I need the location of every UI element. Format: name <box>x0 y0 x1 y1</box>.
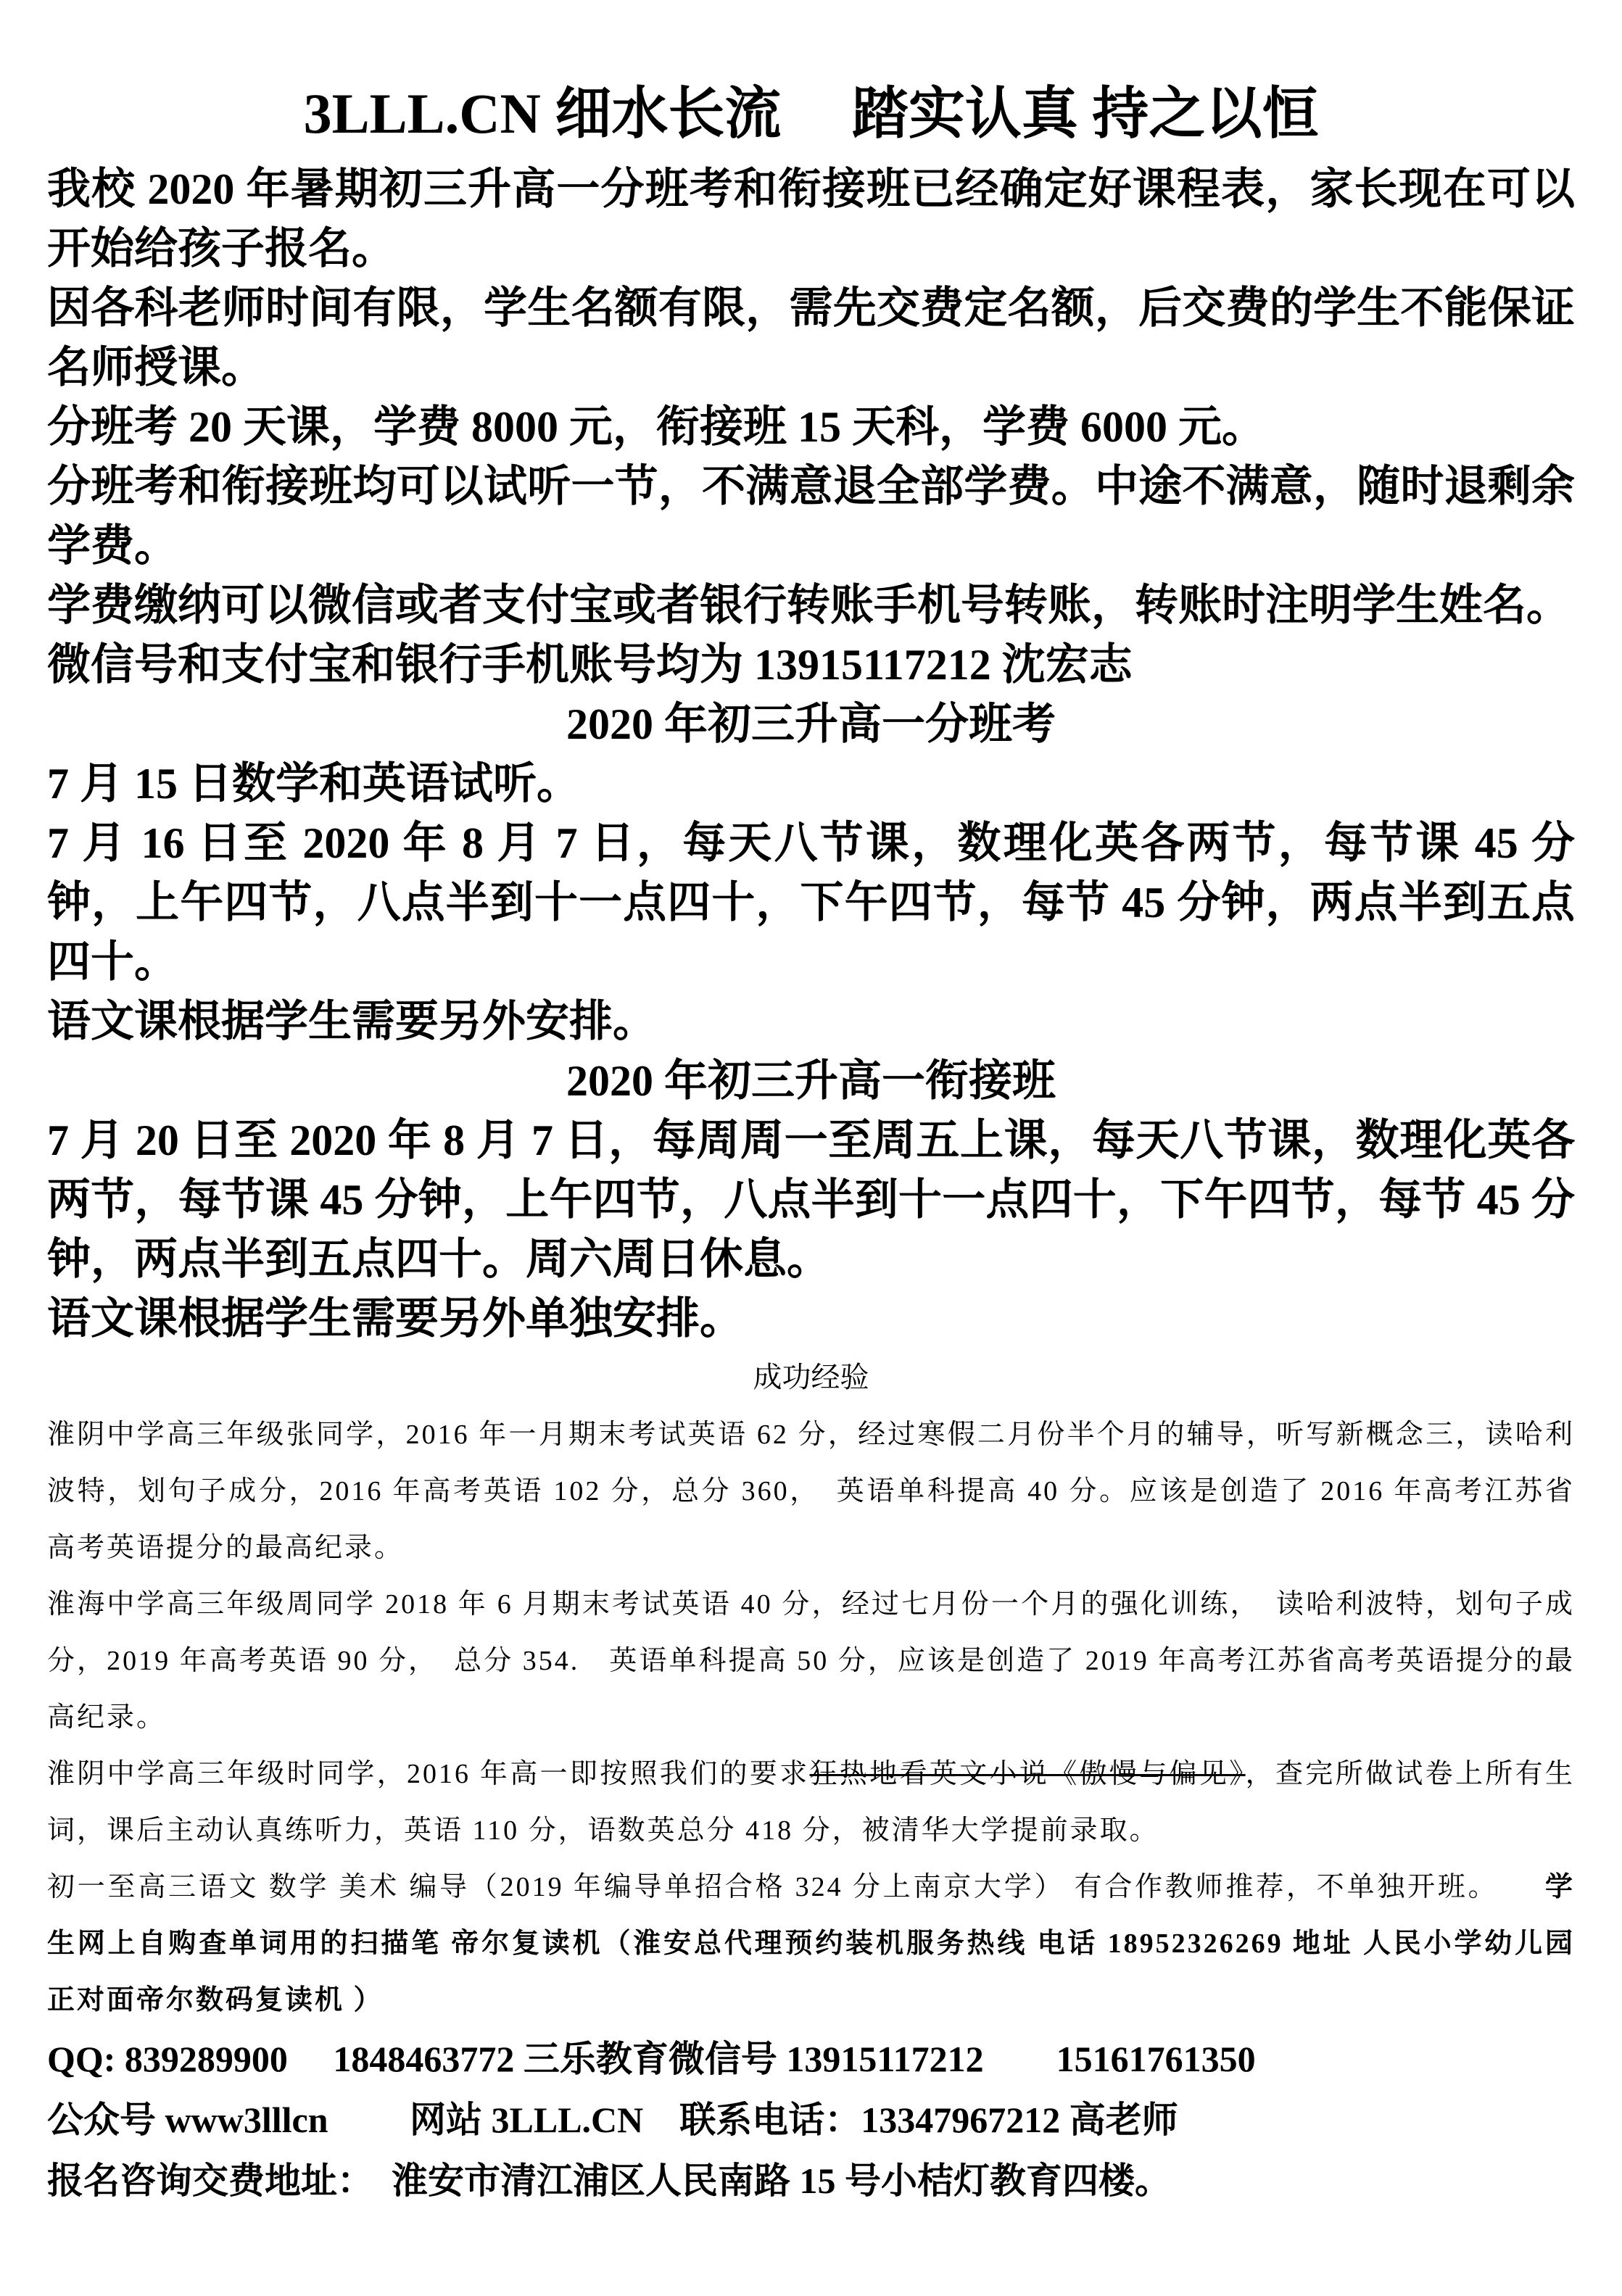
other-courses-bold-text: 学生网上自购查单词用的扫描笔 帝尔复读机（淮安总代理预约装机服务热线 电话 18952326269 地址 人民小学幼儿园正对面帝尔数码复读机 ） <box>47 1871 1575 2015</box>
contact-section <box>47 2028 1575 2211</box>
heading-success-stories: 成功经验 <box>753 1360 869 1393</box>
success-story-1: 淮阴中学高三年级张同学，2016 年一月期末考试英语 62 分，经过寒假二月份半个月的辅导，听写新概念三，读哈利波特，划句子成分，2016 年高考英语 102 分，总分 360， 英语单科提高 40 分。应该是创造了 2016 年高考江苏省高考英语提分的最高纪录。 <box>47 1419 1575 1563</box>
story-3-text-after: ，查完所做试卷上所有生词，课后主动认真练听力，英语 110 分，语数英总分 418 分，被清华大学提前录取。 <box>47 1758 1575 1846</box>
page-title: 3LLL.CN 细水长流 踏实认真 持之以恒 <box>303 82 1319 145</box>
heading-placement-exam: 2020 年初三升高一分班考 <box>566 700 1056 748</box>
paragraph-refund-policy: 分班考和衔接班均可以试听一节，不满意退全部学费。中途不满意，随时退剩余学费。 <box>47 462 1575 570</box>
bridge-class-section <box>47 1051 1575 1348</box>
story-3-text-before: 淮阴中学高三年级时同学，2016 年高一即按照我们的要求 <box>47 1758 810 1789</box>
paragraph-quota-limit: 因各科老师时间有限，学生名额有限，需先交费定名额，后交费的学生不能保证名师授课。 <box>47 283 1575 391</box>
paragraph-exam-schedule: 7 月 16 日至 2020 年 8 月 7 日，每天八节课，数理化英各两节，每节课 45 分钟，上午四节，八点半到十一点四十，下午四节，每节 45 分钟，两点半到五点四十。 <box>47 818 1575 986</box>
success-story-2: 淮海中学高三年级周同学 2018 年 6 月期末考试英语 40 分，经过七月份一个月的强化训练， 读哈利波特，划句子成分，2019 年高考英语 90 分， 总分 354. 英语单科提高 50 分，应该是创造了 2019 年高考江苏省高考英语提分的最高纪录。 <box>47 1588 1575 1733</box>
paragraph-tuition-fees: 分班考 20 天课，学费 8000 元，衔接班 15 天科，学费 6000 元。 <box>47 402 1265 451</box>
paragraph-bridge-schedule: 7 月 20 日至 2020 年 8 月 7 日，每周周一至周五上课，每天八节课，数理化英各两节，每节课 45 分钟，上午四节，八点半到十一点四十，下午四节，每节 45 分钟，两点半到五点四十。周六周日休息。 <box>47 1116 1575 1283</box>
strikethrough-text: 狂热地看英文小说《傲慢与偏见》 <box>809 1758 1246 1789</box>
other-courses-regular-text: 初一至高三语文 数学 美术 编导（2019 年编导单招合格 324 分上南京大学） 有合作教师推荐，不单独开班。 <box>47 1871 1545 1902</box>
contact-wechat-line: 公众号 www3lllcn 网站 3LLL.CN 联系电话：13347967212 高老师 <box>47 2099 1178 2140</box>
heading-bridge-class: 2020 年初三升高一衔接班 <box>566 1056 1056 1105</box>
success-story-3 <box>47 1746 1575 1859</box>
contact-qq-line: QQ: 839289900 1848463772 三乐教育微信号 13915117212 15161761350 <box>47 2038 1256 2079</box>
paragraph-other-courses <box>47 1859 1575 2028</box>
paragraph-chinese-arrangement: 语文课根据学生需要另外安排。 <box>47 997 656 1045</box>
paragraph-enrollment-open: 我校 2020 年暑期初三升高一分班考和衔接班已经确定好课程表，家长现在可以开始给孩子报名。 <box>47 165 1575 273</box>
notice-section <box>47 159 1575 695</box>
contact-address-line: 报名咨询交费地址： 淮安市清江浦区人民南路 15 号小桔灯教育四楼。 <box>47 2160 1171 2201</box>
paragraph-payment-account: 微信号和支付宝和银行手机账号均为 13915117212 沈宏志 <box>47 640 1133 689</box>
placement-exam-section <box>47 695 1575 1051</box>
paragraph-bridge-chinese-arrangement: 语文课根据学生需要另外单独安排。 <box>47 1294 743 1343</box>
paragraph-trial-date: 7 月 15 日数学和英语试听。 <box>47 759 580 808</box>
paragraph-payment-method: 学费缴纳可以微信或者支付宝或者银行转账手机号转账，转账时注明学生姓名。 <box>47 581 1570 629</box>
success-stories-section <box>47 1348 1575 2028</box>
